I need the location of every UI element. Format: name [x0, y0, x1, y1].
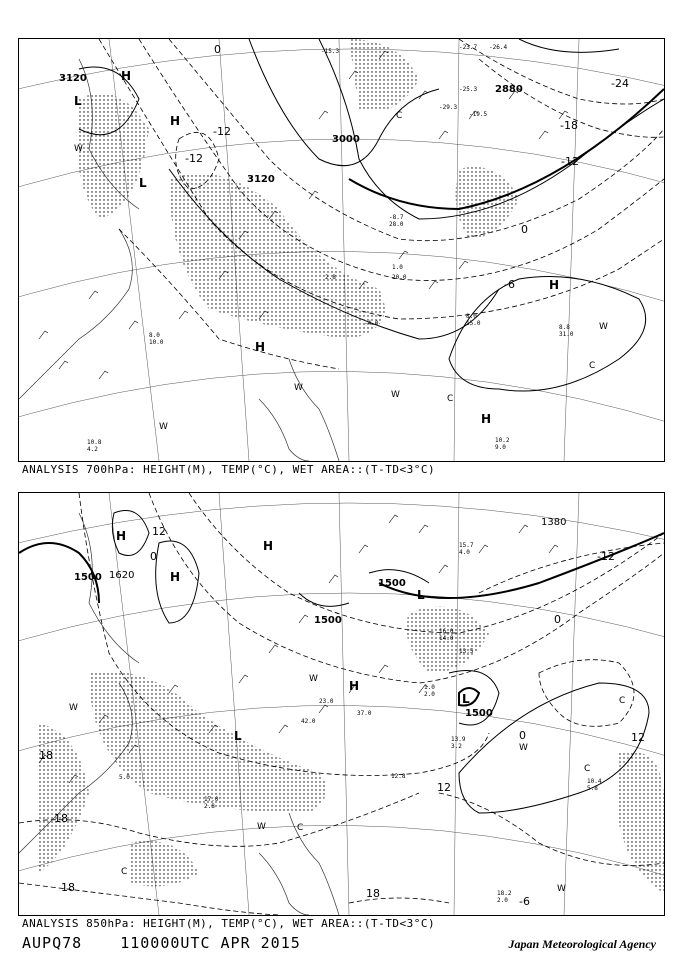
station-value: 3.2	[451, 743, 462, 750]
pressure-center-l: L	[417, 588, 425, 602]
temp-label: 0	[519, 729, 526, 742]
pressure-center-w: W	[159, 422, 168, 432]
station-value: 13.5	[459, 648, 474, 655]
station-value: -4.0	[364, 320, 379, 327]
pressure-center-c: C	[396, 111, 403, 121]
station-value: 28.0	[389, 221, 404, 228]
station-value: 2.0	[497, 897, 508, 904]
pressure-center-w: W	[257, 822, 266, 832]
station-value: 4.2	[87, 446, 98, 453]
station-value: -23.7	[459, 44, 478, 51]
wet-area	[39, 606, 664, 893]
station-value: 5.0	[119, 774, 130, 781]
temp-label: 0	[554, 613, 561, 626]
station-value: 8.8	[559, 324, 570, 331]
chart-footer	[22, 934, 329, 952]
pressure-center-h: H	[549, 278, 560, 292]
panel-caption-850hpa: ANALYSIS 850hPa: HEIGHT(M), TEMP(°C), WET AREA::(T-TD<3°C)	[22, 917, 436, 930]
pressure-center-w: W	[391, 390, 400, 400]
temp-label: -12	[561, 155, 579, 168]
temp-label: -12	[213, 125, 231, 138]
station-value: 18.2	[497, 890, 512, 897]
station-value: 1.0	[392, 264, 403, 271]
pressure-center-c: C	[121, 867, 128, 877]
pressure-center-c: C	[619, 696, 626, 706]
temp-label: -6	[519, 895, 530, 908]
pressure-center-h: H	[170, 114, 181, 128]
station-value: -15.3	[321, 48, 340, 55]
height-label: 3120	[247, 174, 275, 185]
height-label: 1500	[314, 615, 342, 626]
station-value: 14.0	[439, 635, 454, 642]
temp-label: 12	[631, 731, 645, 744]
pressure-center-c: C	[297, 823, 304, 833]
station-value: -19.5	[469, 111, 488, 118]
station-value: 5.8	[587, 785, 598, 792]
station-value: -8.7	[389, 214, 404, 221]
pressure-center-c: C	[589, 361, 596, 371]
pressure-center-h: H	[116, 529, 127, 543]
pressure-center-l: L	[139, 176, 147, 190]
pressure-center-c: C	[584, 764, 591, 774]
station-value: 12.8	[391, 773, 406, 780]
height-label: 1500	[378, 578, 406, 589]
temp-label: -6	[504, 278, 515, 291]
station-value: 31.0	[559, 331, 574, 338]
station-value: -29.3	[439, 104, 458, 111]
pressure-center-h: H	[349, 679, 360, 693]
pressure-center-l: L	[462, 692, 470, 706]
temp-label: 12	[152, 525, 166, 538]
height-label: 3000	[332, 134, 360, 145]
temp-label: 0	[150, 550, 157, 563]
station-value: 17.0	[204, 796, 219, 803]
pressure-center-w: W	[519, 743, 528, 753]
pressure-center-w: W	[599, 322, 608, 332]
station-value: -25.3	[459, 86, 478, 93]
map-panel-700hpa	[18, 38, 665, 462]
pressure-center-w: W	[69, 703, 78, 713]
station-value: 42.0	[301, 718, 316, 725]
temp-label: -24	[611, 77, 629, 90]
height-label: 1500	[74, 572, 102, 583]
station-value: 23.0	[319, 698, 334, 705]
pressure-center-l: L	[74, 94, 82, 108]
chart-id: AUPQ78	[22, 934, 83, 952]
height-label: 1500	[465, 708, 493, 719]
temp-label: -18	[560, 119, 578, 132]
temp-label: 18	[366, 887, 380, 900]
station-value: 37.0	[357, 710, 372, 717]
station-value: 9.0	[495, 444, 506, 451]
station-value: 2.8	[204, 803, 215, 810]
map-panel-850hpa	[18, 492, 665, 916]
agency-name: Japan Meteorological Agency	[508, 937, 656, 951]
height-label: 2880	[495, 84, 523, 95]
pressure-center-w: W	[309, 674, 318, 684]
pressure-center-h: H	[170, 570, 181, 584]
station-value: 8.0	[466, 313, 477, 320]
station-value: 10.0	[149, 339, 164, 346]
station-value: 15.7	[459, 542, 474, 549]
height-label: 1380	[541, 517, 567, 528]
pressure-center-w: W	[294, 383, 303, 393]
station-value: 20.0	[392, 274, 407, 281]
pressure-center-h: H	[121, 69, 132, 83]
station-value: 2.0	[424, 691, 435, 698]
map-700hpa	[19, 39, 664, 461]
valid-time: 110000UTC APR 2015	[120, 934, 301, 952]
temp-label: -12	[185, 152, 203, 165]
station-value: 1.0	[424, 684, 435, 691]
temp-label: -12	[597, 550, 615, 563]
station-value: 15.0	[466, 320, 481, 327]
pressure-center-l: L	[234, 729, 242, 743]
station-value: -26.4	[489, 44, 508, 51]
panel-caption-700hpa: ANALYSIS 700hPa: HEIGHT(M), TEMP(°C), WET AREA::(T-TD<3°C)	[22, 463, 436, 476]
station-value: 8.0	[149, 332, 160, 339]
station-value: 10.8	[87, 439, 102, 446]
station-value: 10.4	[587, 778, 602, 785]
pressure-center-h: H	[481, 412, 492, 426]
height-label: 1620	[109, 570, 135, 581]
temp-label: 0	[214, 43, 221, 56]
temp-label: 18	[54, 812, 68, 825]
map-850hpa	[19, 493, 664, 915]
station-value: 2.8	[325, 274, 336, 281]
pressure-center-h: H	[255, 340, 266, 354]
station-value: 16.0	[439, 628, 454, 635]
pressure-center-w: W	[74, 144, 83, 154]
station-value: 4.0	[459, 549, 470, 556]
station-value: 13.9	[451, 736, 466, 743]
temp-label: 12	[437, 781, 451, 794]
pressure-center-h: H	[263, 539, 274, 553]
pressure-center-w: W	[557, 884, 566, 894]
temp-label: 0	[521, 223, 528, 236]
temp-label: 18	[39, 749, 53, 762]
pressure-center-c: C	[447, 394, 454, 404]
temp-label: 18	[61, 881, 75, 894]
height-label: 3120	[59, 73, 87, 84]
station-value: 10.2	[495, 437, 510, 444]
